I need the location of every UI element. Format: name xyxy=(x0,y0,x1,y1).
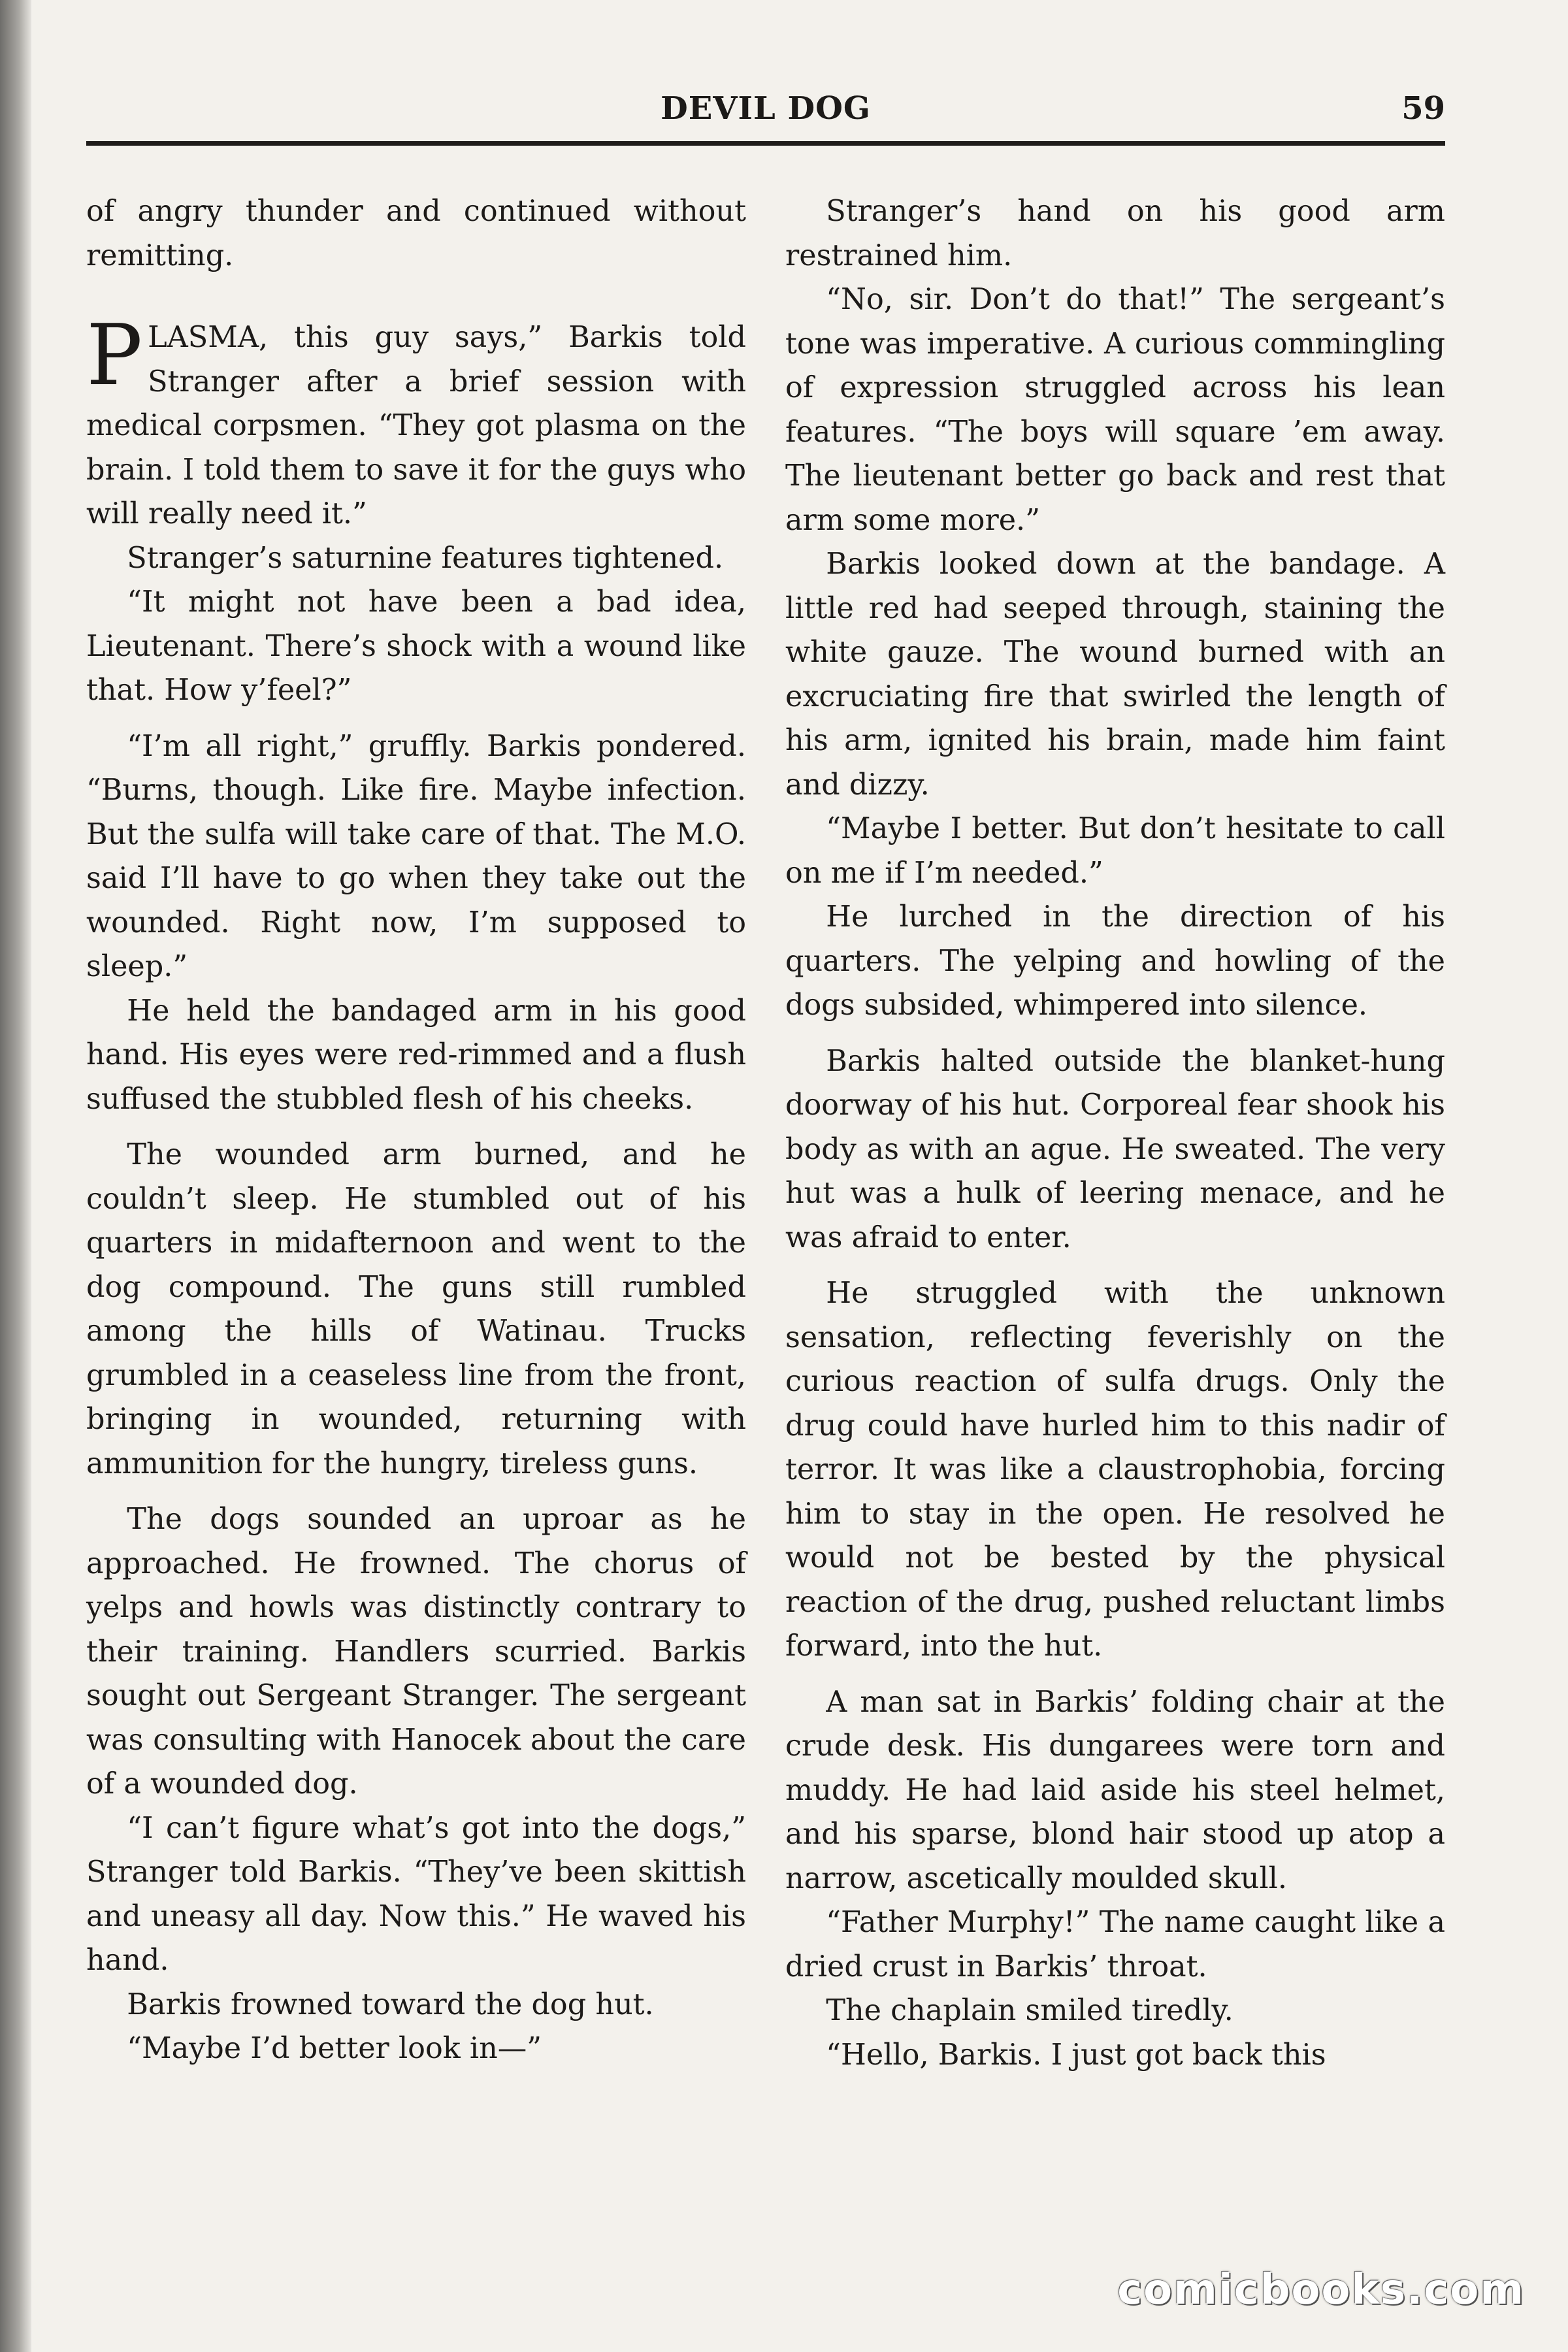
right-column xyxy=(785,189,1445,2306)
page-header xyxy=(86,78,1445,139)
paragraph: “Hello, Barkis. I just got back this xyxy=(826,2038,1326,2072)
paragraph: “Father Murphy!” The name caught like a dried crust in Barkis’ throat. xyxy=(785,1906,1445,1984)
paragraph: The dogs sounded an uproar as he approached. He frowned. The chorus of yelps and howls was distinctly contrary to their training. Handlers scurried. Barkis sought out Sergeant Stranger. The sergeant was consulting with Hanocek about the care of a wounded dog. xyxy=(86,1503,746,1801)
drop-cap: P xyxy=(86,307,143,404)
paragraph: Stranger’s saturnine features tightened. xyxy=(127,541,724,575)
paragraph: Stranger’s hand on his good arm restrained him. xyxy=(785,195,1445,272)
book-spine-shadow xyxy=(0,0,31,2352)
text-columns xyxy=(86,189,1445,2313)
paragraph: “It might not have been a bad idea, Lieutenant. There’s shock with a wound like that. How y’feel?” xyxy=(86,585,746,707)
paragraph: of angry thunder and continued without remitting. xyxy=(86,195,746,272)
paragraph: He held the bandaged arm in his good hand. His eyes were red-rimmed and a flush suffused the stubbled flesh of his cheeks. xyxy=(86,994,746,1116)
magazine-page xyxy=(86,78,1445,2326)
paragraph: “I’m all right,” gruffly. Barkis pondered. “Burns, though. Like fire. Maybe infection. But the sulfa will take care of that. The M.O. said I’ll have to go when they take out the wounded. Right now, I’m supposed to sleep.” xyxy=(86,729,746,983)
paragraph: The wounded arm burned, and he couldn’t sleep. He stumbled out of his quarters in midafternoon and went to the dog compound. The guns still rumbled among the hills of Watinau. Trucks grumbled in a ceaseless line from the front, bringing in wounded, returning with ammunition for the hungry, tireless guns. xyxy=(86,1138,746,1480)
site-watermark: comicbooks.com xyxy=(1117,2266,1525,2314)
page-number: 59 xyxy=(1401,90,1445,127)
paragraph-dropcap xyxy=(86,307,746,536)
paragraph: A man sat in Barkis’ folding chair at the crude desk. His dungarees were torn and muddy. He had laid aside his steel helmet, and his sparse, blond hair stood up atop a narrow, ascetically moulded skull. xyxy=(785,1685,1445,1895)
paragraph: He lurched in the direction of his quarters. The yelping and howling of the dogs subsided, whimpered into silence. xyxy=(785,900,1445,1022)
paragraph: He struggled with the unknown sensation, reflecting feverishly on the curious reaction of sulfa drugs. Only the drug could have hurled him to this nadir of terror. It was like a claustrophobia, forcing him to stay in the open. He resolved he would not be bested by the physical reaction of the drug, pushed reluctant limbs forward, into the hut. xyxy=(785,1277,1445,1663)
paragraph: “I can’t figure what’s got into the dogs,” Stranger told Barkis. “They’ve been skittish and uneasy all day. Now this.” He waved his hand. xyxy=(86,1811,746,1977)
header-rule xyxy=(86,141,1445,146)
paragraph: “Maybe I better. But don’t hesitate to call on me if I’m needed.” xyxy=(785,812,1445,890)
paragraph-text: LASMA, this guy says,” Barkis told Stranger after a brief session with medical corpsmen. “They got plasma on the brain. I told them to save it for the guys who will really need it.” xyxy=(86,321,746,531)
running-title: DEVIL DOG xyxy=(661,90,871,127)
paragraph: “Maybe I’d better look in—” xyxy=(127,2032,542,2065)
paragraph: “No, sir. Don’t do that!” The sergeant’s tone was imperative. A curious commingling of expression struggled across his lean features. “The boys will square ’em away. The lieutenant better go back and rest that arm some more.” xyxy=(785,283,1445,537)
paragraph: Barkis frowned toward the dog hut. xyxy=(127,1987,654,2021)
paragraph: Barkis halted outside the blanket-hung doorway of his hut. Corporeal fear shook his body as with an ague. He sweated. The very hut was a hulk of leering menace, and he was afraid to enter. xyxy=(785,1044,1445,1254)
paragraph: The chaplain smiled tiredly. xyxy=(826,1994,1233,2027)
left-column xyxy=(86,189,746,2306)
paragraph: Barkis looked down at the bandage. A little red had seeped through, staining the white gauze. The wound burned with an excruciating fire that swirled the length of his arm, ignited his brain, made him faint and dizzy. xyxy=(785,547,1445,802)
